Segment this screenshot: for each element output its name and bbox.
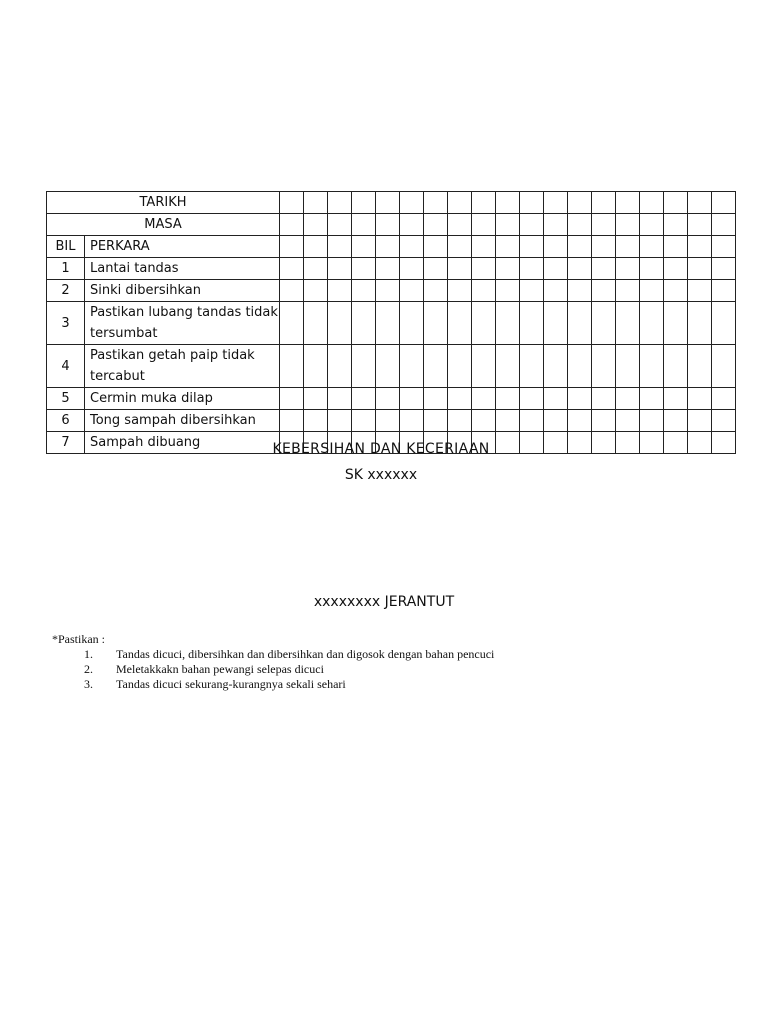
day-cell[interactable] [280,258,304,280]
day-cell[interactable] [544,192,568,214]
day-cell[interactable] [424,280,448,302]
day-cell[interactable] [328,345,352,388]
day-cell[interactable] [448,302,472,345]
masa-label: MASA [47,214,280,236]
day-cell[interactable] [304,280,328,302]
day-cell[interactable] [448,214,472,236]
day-cell[interactable] [304,214,328,236]
day-cell[interactable] [328,236,352,258]
day-cell[interactable] [352,345,376,388]
day-cell[interactable] [592,388,616,410]
day-cell[interactable] [568,214,592,236]
list-item [52,662,494,677]
day-cell[interactable] [664,236,688,258]
list-item-number: 2. [84,662,93,676]
day-cell[interactable] [688,280,712,302]
day-cell[interactable] [304,345,328,388]
day-cell[interactable] [520,302,544,345]
row-perkara: Sampah dibuang [85,432,280,454]
day-cell[interactable] [376,192,400,214]
list-item-text: Tandas dicuci, dibersihkan dan dibersihkan dan digosok dengan bahan pencuci [116,647,495,661]
day-cell[interactable] [544,214,568,236]
row-bil: 1 [47,258,85,280]
day-cell[interactable] [520,388,544,410]
day-cell[interactable] [472,236,496,258]
table-row [47,410,736,432]
day-cell[interactable] [568,258,592,280]
day-cell[interactable] [376,214,400,236]
day-cell[interactable] [688,410,712,432]
row-bil: 3 [47,302,85,345]
tarikh-row [47,192,736,214]
day-cell[interactable] [664,192,688,214]
day-cell[interactable] [472,258,496,280]
day-cell[interactable] [592,214,616,236]
day-cell[interactable] [640,345,664,388]
row-perkara: Pastikan getah paip tidak tercabut [85,345,280,388]
day-cell[interactable] [664,280,688,302]
day-cell[interactable] [520,345,544,388]
day-cell[interactable] [328,214,352,236]
day-cell[interactable] [544,410,568,432]
day-cell[interactable] [328,192,352,214]
day-cell[interactable] [592,258,616,280]
day-cell[interactable] [472,214,496,236]
day-cell[interactable] [400,236,424,258]
day-cell[interactable] [280,410,304,432]
day-cell[interactable] [568,345,592,388]
day-cell[interactable] [592,236,616,258]
day-cell[interactable] [424,302,448,345]
table-row [47,388,736,410]
day-cell[interactable] [424,388,448,410]
day-cell[interactable] [544,236,568,258]
day-cell[interactable] [568,388,592,410]
day-cell[interactable] [400,258,424,280]
day-cell[interactable] [712,388,736,410]
day-cell[interactable] [424,236,448,258]
day-cell[interactable] [640,258,664,280]
day-cell[interactable] [520,192,544,214]
day-cell[interactable] [496,388,520,410]
day-cell[interactable] [496,410,520,432]
day-cell[interactable] [616,192,640,214]
day-cell[interactable] [592,280,616,302]
day-cell[interactable] [568,410,592,432]
day-cell[interactable] [448,388,472,410]
day-cell[interactable] [520,410,544,432]
day-cell[interactable] [592,410,616,432]
day-cell[interactable] [280,388,304,410]
day-cell[interactable] [616,302,640,345]
day-cell[interactable] [472,192,496,214]
day-cell[interactable] [376,345,400,388]
day-cell[interactable] [352,280,376,302]
day-cell[interactable] [688,345,712,388]
day-cell[interactable] [352,388,376,410]
table-row [47,302,736,345]
day-cell[interactable] [376,280,400,302]
day-cell[interactable] [616,258,640,280]
day-cell[interactable] [352,214,376,236]
day-cell[interactable] [712,236,736,258]
day-cell[interactable] [472,302,496,345]
day-cell[interactable] [472,280,496,302]
day-cell[interactable] [448,236,472,258]
day-cell[interactable] [688,302,712,345]
day-cell[interactable] [520,236,544,258]
day-cell[interactable] [376,258,400,280]
day-cell[interactable] [496,302,520,345]
day-cell[interactable] [616,280,640,302]
day-cell[interactable] [304,388,328,410]
day-cell[interactable] [640,410,664,432]
table-row [47,258,736,280]
day-cell[interactable] [496,214,520,236]
day-cell[interactable] [664,388,688,410]
day-cell[interactable] [472,345,496,388]
day-cell[interactable] [664,302,688,345]
day-cell[interactable] [592,302,616,345]
day-cell[interactable] [328,388,352,410]
day-cell[interactable] [352,302,376,345]
day-cell[interactable] [280,214,304,236]
row-bil: 7 [47,432,85,454]
day-cell[interactable] [328,410,352,432]
day-cell[interactable] [592,345,616,388]
day-cell[interactable] [544,258,568,280]
day-cell[interactable] [688,388,712,410]
main-title: KEBERSIHAN DAN KECERIAAN [272,441,490,457]
day-cell[interactable] [376,410,400,432]
day-cell[interactable] [568,236,592,258]
day-cell[interactable] [304,410,328,432]
list-item [52,677,494,692]
day-cell[interactable] [304,258,328,280]
day-cell[interactable] [400,302,424,345]
day-cell[interactable] [304,302,328,345]
day-cell[interactable] [712,302,736,345]
day-cell[interactable] [328,258,352,280]
day-cell[interactable] [472,410,496,432]
day-cell[interactable] [400,388,424,410]
day-cell[interactable] [616,236,640,258]
row-bil: 2 [47,280,85,302]
day-cell[interactable] [400,192,424,214]
table-row [47,280,736,302]
day-cell[interactable] [280,236,304,258]
day-cell[interactable] [496,280,520,302]
day-cell[interactable] [352,236,376,258]
day-cell[interactable] [640,388,664,410]
day-cell[interactable] [640,302,664,345]
list-item-number: 3. [84,677,93,691]
day-cell[interactable] [712,345,736,388]
day-cell[interactable] [712,192,736,214]
day-cell[interactable] [496,345,520,388]
day-cell[interactable] [328,302,352,345]
day-cell[interactable] [664,258,688,280]
day-cell[interactable] [640,236,664,258]
row-bil: 4 [47,345,85,388]
day-cell[interactable] [568,302,592,345]
day-cell[interactable] [688,214,712,236]
day-cell[interactable] [400,345,424,388]
table-row [47,345,736,388]
checklist-table [46,191,736,454]
day-cell[interactable] [496,192,520,214]
day-cell[interactable] [592,192,616,214]
day-cell[interactable] [424,192,448,214]
day-cell[interactable] [280,302,304,345]
day-cell[interactable] [424,345,448,388]
day-cell[interactable] [520,280,544,302]
day-cell[interactable] [304,236,328,258]
day-cell[interactable] [352,258,376,280]
day-cell[interactable] [328,280,352,302]
row-perkara: Sinki dibersihkan [85,280,280,302]
masa-row [47,214,736,236]
day-cell[interactable] [664,214,688,236]
day-cell[interactable] [448,345,472,388]
day-cell[interactable] [640,192,664,214]
row-perkara: Cermin muka dilap [85,388,280,410]
perkara-header: PERKARA [85,236,280,258]
day-cell[interactable] [688,258,712,280]
row-perkara: Pastikan lubang tandas tidak tersumbat [85,302,280,345]
day-cell[interactable] [568,192,592,214]
day-cell[interactable] [664,410,688,432]
day-cell[interactable] [544,388,568,410]
day-cell[interactable] [688,236,712,258]
day-cell[interactable] [280,345,304,388]
day-cell[interactable] [448,280,472,302]
day-cell[interactable] [712,280,736,302]
day-cell[interactable] [376,302,400,345]
day-cell[interactable] [544,345,568,388]
day-cell[interactable] [688,192,712,214]
day-cell[interactable] [376,236,400,258]
notes-section [52,632,494,692]
day-cell[interactable] [448,258,472,280]
day-cell[interactable] [520,214,544,236]
day-cell[interactable] [496,236,520,258]
day-cell[interactable] [544,302,568,345]
day-cell[interactable] [712,410,736,432]
day-cell[interactable] [640,280,664,302]
school-title: SK xxxxxx [344,467,418,483]
list-item [52,647,494,662]
header-row [47,236,736,258]
list-item-number: 1. [84,647,93,661]
day-cell[interactable] [520,258,544,280]
day-cell[interactable] [352,410,376,432]
day-cell[interactable] [280,192,304,214]
day-cell[interactable] [376,388,400,410]
row-perkara: Tong sampah dibersihkan [85,410,280,432]
day-cell[interactable] [544,280,568,302]
row-bil: 5 [47,388,85,410]
day-cell[interactable] [496,258,520,280]
list-item-text: Meletakkakn bahan pewangi selepas dicuci [116,662,324,676]
day-cell[interactable] [400,410,424,432]
day-cell[interactable] [664,345,688,388]
bil-header: BIL [47,236,85,258]
row-bil: 6 [47,410,85,432]
day-cell[interactable] [424,214,448,236]
day-cell[interactable] [280,280,304,302]
day-cell[interactable] [400,280,424,302]
day-cell[interactable] [448,410,472,432]
day-cell[interactable] [400,214,424,236]
day-cell[interactable] [616,388,640,410]
day-cell[interactable] [712,214,736,236]
tarikh-label: TARIKH [47,192,280,214]
notes-list [52,647,494,692]
district-title: xxxxxxxx JERANTUT [313,594,455,610]
day-cell[interactable] [640,214,664,236]
day-cell[interactable] [448,192,472,214]
row-perkara: Lantai tandas [85,258,280,280]
notes-heading: *Pastikan : [52,632,105,646]
day-cell[interactable] [424,410,448,432]
day-cell[interactable] [472,388,496,410]
day-cell[interactable] [568,280,592,302]
day-cell[interactable] [424,258,448,280]
day-cell[interactable] [616,410,640,432]
day-cell[interactable] [616,345,640,388]
day-cell[interactable] [304,192,328,214]
day-cell[interactable] [616,214,640,236]
day-cell[interactable] [352,192,376,214]
day-cell[interactable] [712,258,736,280]
list-item-text: Tandas dicuci sekurang-kurangnya sekali sehari [116,677,346,691]
